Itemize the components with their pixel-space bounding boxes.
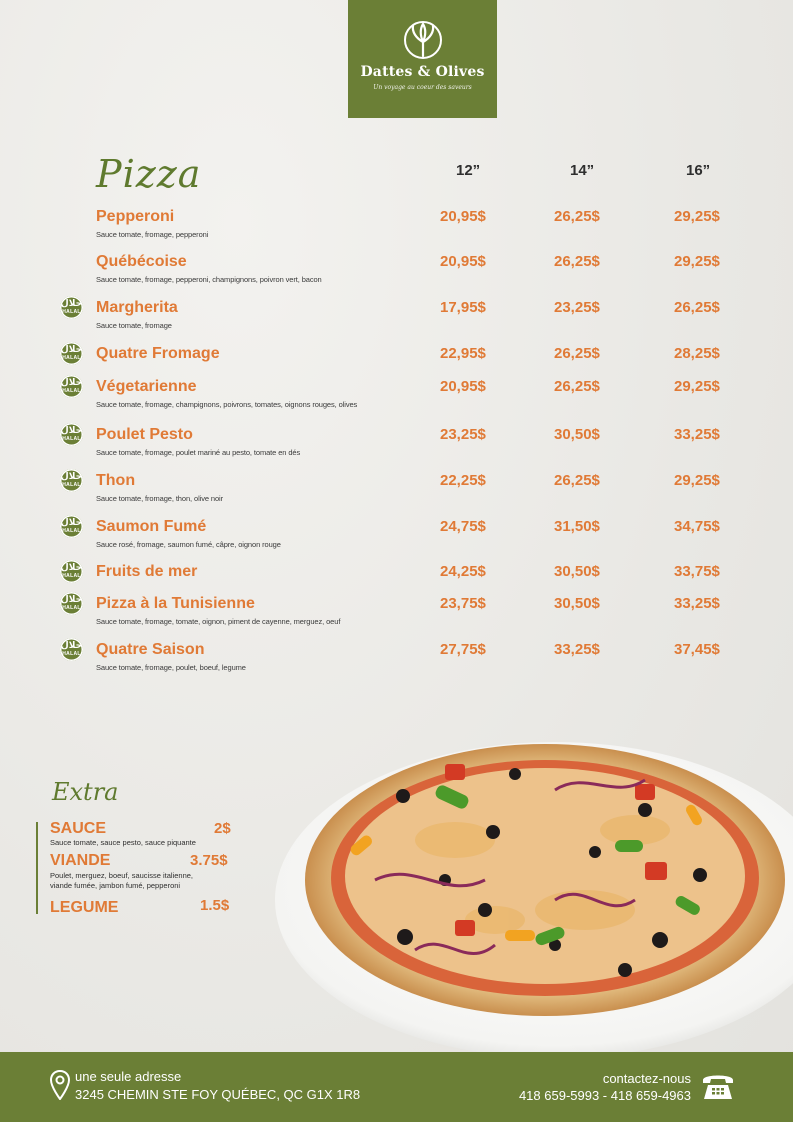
brand-logo xyxy=(348,0,497,118)
menu-item-name: Québécoise xyxy=(96,253,187,270)
halal-badge-arabic: حلال xyxy=(60,641,83,651)
pizza-photo xyxy=(255,730,793,1052)
price-14: 26,25$ xyxy=(554,253,600,270)
menu-item-description: Sauce tomate, fromage, poulet, boeuf, legume xyxy=(96,663,246,672)
menu-item xyxy=(0,641,793,681)
price-14: 26,25$ xyxy=(554,345,600,362)
phone-numbers: 418 659-5993 - 418 659-4963 xyxy=(518,1088,691,1103)
location-pin-icon xyxy=(50,1070,70,1100)
halal-badge-arabic: حلال xyxy=(60,426,83,436)
price-16: 34,75$ xyxy=(674,518,720,535)
price-14: 26,25$ xyxy=(554,208,600,225)
extra-item-legume: LEGUME xyxy=(50,899,119,916)
menu-item-name: Fruits de mer xyxy=(96,563,198,580)
extra-item-sauce: SAUCE xyxy=(50,820,107,837)
menu-item-name: Quatre Fromage xyxy=(96,345,220,362)
halal-badge-label: HALAL xyxy=(62,528,81,534)
price-16: 37,45$ xyxy=(674,641,720,658)
price-12: 24,75$ xyxy=(440,518,486,535)
extra-desc-viande-2: viande fumée, jambon fumé, pepperoni xyxy=(50,881,181,890)
price-16: 28,25$ xyxy=(674,345,720,362)
price-12: 24,25$ xyxy=(440,563,486,580)
extra-price-sauce: 2$ xyxy=(214,820,231,837)
menu-item xyxy=(0,378,793,418)
halal-badge-arabic: حلال xyxy=(60,563,83,573)
halal-badge-icon xyxy=(60,296,83,319)
halal-badge-label: HALAL xyxy=(62,573,81,579)
halal-badge-arabic: حلال xyxy=(60,299,83,309)
price-16: 29,25$ xyxy=(674,253,720,270)
price-16: 33,75$ xyxy=(674,563,720,580)
price-16: 33,25$ xyxy=(674,595,720,612)
contact-label: contactez-nous xyxy=(602,1071,691,1086)
halal-badge-arabic: حلال xyxy=(60,472,83,482)
brand-name: Dattes & Olives xyxy=(360,64,485,80)
section-title: Pizza xyxy=(96,152,202,196)
menu-item-name: Margherita xyxy=(96,299,178,316)
menu-item-name: Poulet Pesto xyxy=(96,426,193,443)
halal-badge-icon xyxy=(60,592,83,615)
halal-badge-icon xyxy=(60,469,83,492)
extra-price-viande: 3.75$ xyxy=(190,852,228,869)
menu-item xyxy=(0,208,793,248)
price-16: 29,25$ xyxy=(674,378,720,395)
price-12: 22,25$ xyxy=(440,472,486,489)
menu-item xyxy=(0,253,793,293)
price-14: 23,25$ xyxy=(554,299,600,316)
menu-item-description: Sauce tomate, fromage xyxy=(96,321,172,330)
price-16: 33,25$ xyxy=(674,426,720,443)
menu-item xyxy=(0,426,793,466)
menu-item xyxy=(0,595,793,635)
menu-item-description: Sauce tomate, fromage, pepperoni, champignons, poivron vert, bacon xyxy=(96,275,322,284)
halal-badge-label: HALAL xyxy=(62,388,81,394)
footer xyxy=(0,1052,793,1122)
halal-badge-icon xyxy=(60,638,83,661)
extra-price-legume: 1.5$ xyxy=(200,897,230,914)
size-header-12: 12” xyxy=(456,162,481,179)
price-14: 31,50$ xyxy=(554,518,600,535)
price-12: 20,95$ xyxy=(440,378,486,395)
menu-item xyxy=(0,518,793,558)
halal-badge-icon xyxy=(60,342,83,365)
halal-badge-arabic: حلال xyxy=(60,518,83,528)
halal-badge-label: HALAL xyxy=(62,605,81,611)
menu-item-description: Sauce tomate, fromage, poulet mariné au pesto, tomate en dés xyxy=(96,448,301,457)
menu-item xyxy=(0,299,793,339)
halal-badge-label: HALAL xyxy=(62,436,81,442)
halal-badge-label: HALAL xyxy=(62,482,81,488)
brand-tagline: Un voyage au coeur des saveurs xyxy=(373,84,472,91)
menu-item-description: Sauce tomate, fromage, thon, olive noir xyxy=(96,494,224,503)
price-12: 20,95$ xyxy=(440,253,486,270)
price-14: 30,50$ xyxy=(554,563,600,580)
menu-item-name: Quatre Saison xyxy=(96,641,205,658)
size-header-14: 14” xyxy=(570,162,595,179)
halal-badge-label: HALAL xyxy=(62,309,81,315)
price-16: 26,25$ xyxy=(674,299,720,316)
price-14: 30,50$ xyxy=(554,595,600,612)
price-14: 33,25$ xyxy=(554,641,600,658)
price-12: 22,95$ xyxy=(440,345,486,362)
menu-item-description: Sauce tomate, fromage, tomate, oignon, piment de cayenne, merguez, oeuf xyxy=(96,617,341,626)
menu-item-description: Sauce tomate, fromage, champignons, poivrons, tomates, oignons rouges, olives xyxy=(96,400,358,409)
price-14: 26,25$ xyxy=(554,378,600,395)
halal-badge-arabic: حلال xyxy=(60,595,83,605)
address-label: une seule adresse xyxy=(75,1069,182,1084)
menu-item-name: Pizza à la Tunisienne xyxy=(96,595,255,612)
menu-item-name: Thon xyxy=(96,472,136,489)
extra-desc-viande: Poulet, merguez, boeuf, saucisse italienne, xyxy=(50,871,194,880)
size-header-16: 16” xyxy=(686,162,711,179)
price-12: 20,95$ xyxy=(440,208,486,225)
price-14: 26,25$ xyxy=(554,472,600,489)
menu-item-name: Végetarienne xyxy=(96,378,197,395)
extra-desc-sauce: Sauce tomate, sauce pesto, sauce piquante xyxy=(50,838,196,847)
halal-badge-icon xyxy=(60,375,83,398)
telephone-icon xyxy=(701,1070,735,1102)
price-12: 17,95$ xyxy=(440,299,486,316)
price-12: 23,25$ xyxy=(440,426,486,443)
extra-divider xyxy=(36,822,38,914)
extra-title: Extra xyxy=(52,778,119,806)
menu-item-description: Sauce rosé, fromage, saumon fumé, câpre, oignon rouge xyxy=(96,540,281,549)
menu-item xyxy=(0,472,793,512)
price-16: 29,25$ xyxy=(674,472,720,489)
tree-logo-icon xyxy=(402,20,444,60)
halal-badge-icon xyxy=(60,515,83,538)
halal-badge-label: HALAL xyxy=(62,651,81,657)
menu-item-name: Saumon Fumé xyxy=(96,518,207,535)
price-12: 27,75$ xyxy=(440,641,486,658)
price-12: 23,75$ xyxy=(440,595,486,612)
address: 3245 CHEMIN STE FOY QUÉBEC, QC G1X 1R8 xyxy=(75,1087,361,1102)
price-16: 29,25$ xyxy=(674,208,720,225)
menu-item-name: Pepperoni xyxy=(96,208,175,225)
halal-badge-arabic: حلال xyxy=(60,345,83,355)
price-14: 30,50$ xyxy=(554,426,600,443)
extra-item-viande: VIANDE xyxy=(50,852,111,869)
halal-badge-icon xyxy=(60,560,83,583)
menu-item-description: Sauce tomate, fromage, pepperoni xyxy=(96,230,209,239)
halal-badge-arabic: حلال xyxy=(60,378,83,388)
halal-badge-icon xyxy=(60,423,83,446)
halal-badge-label: HALAL xyxy=(62,355,81,361)
